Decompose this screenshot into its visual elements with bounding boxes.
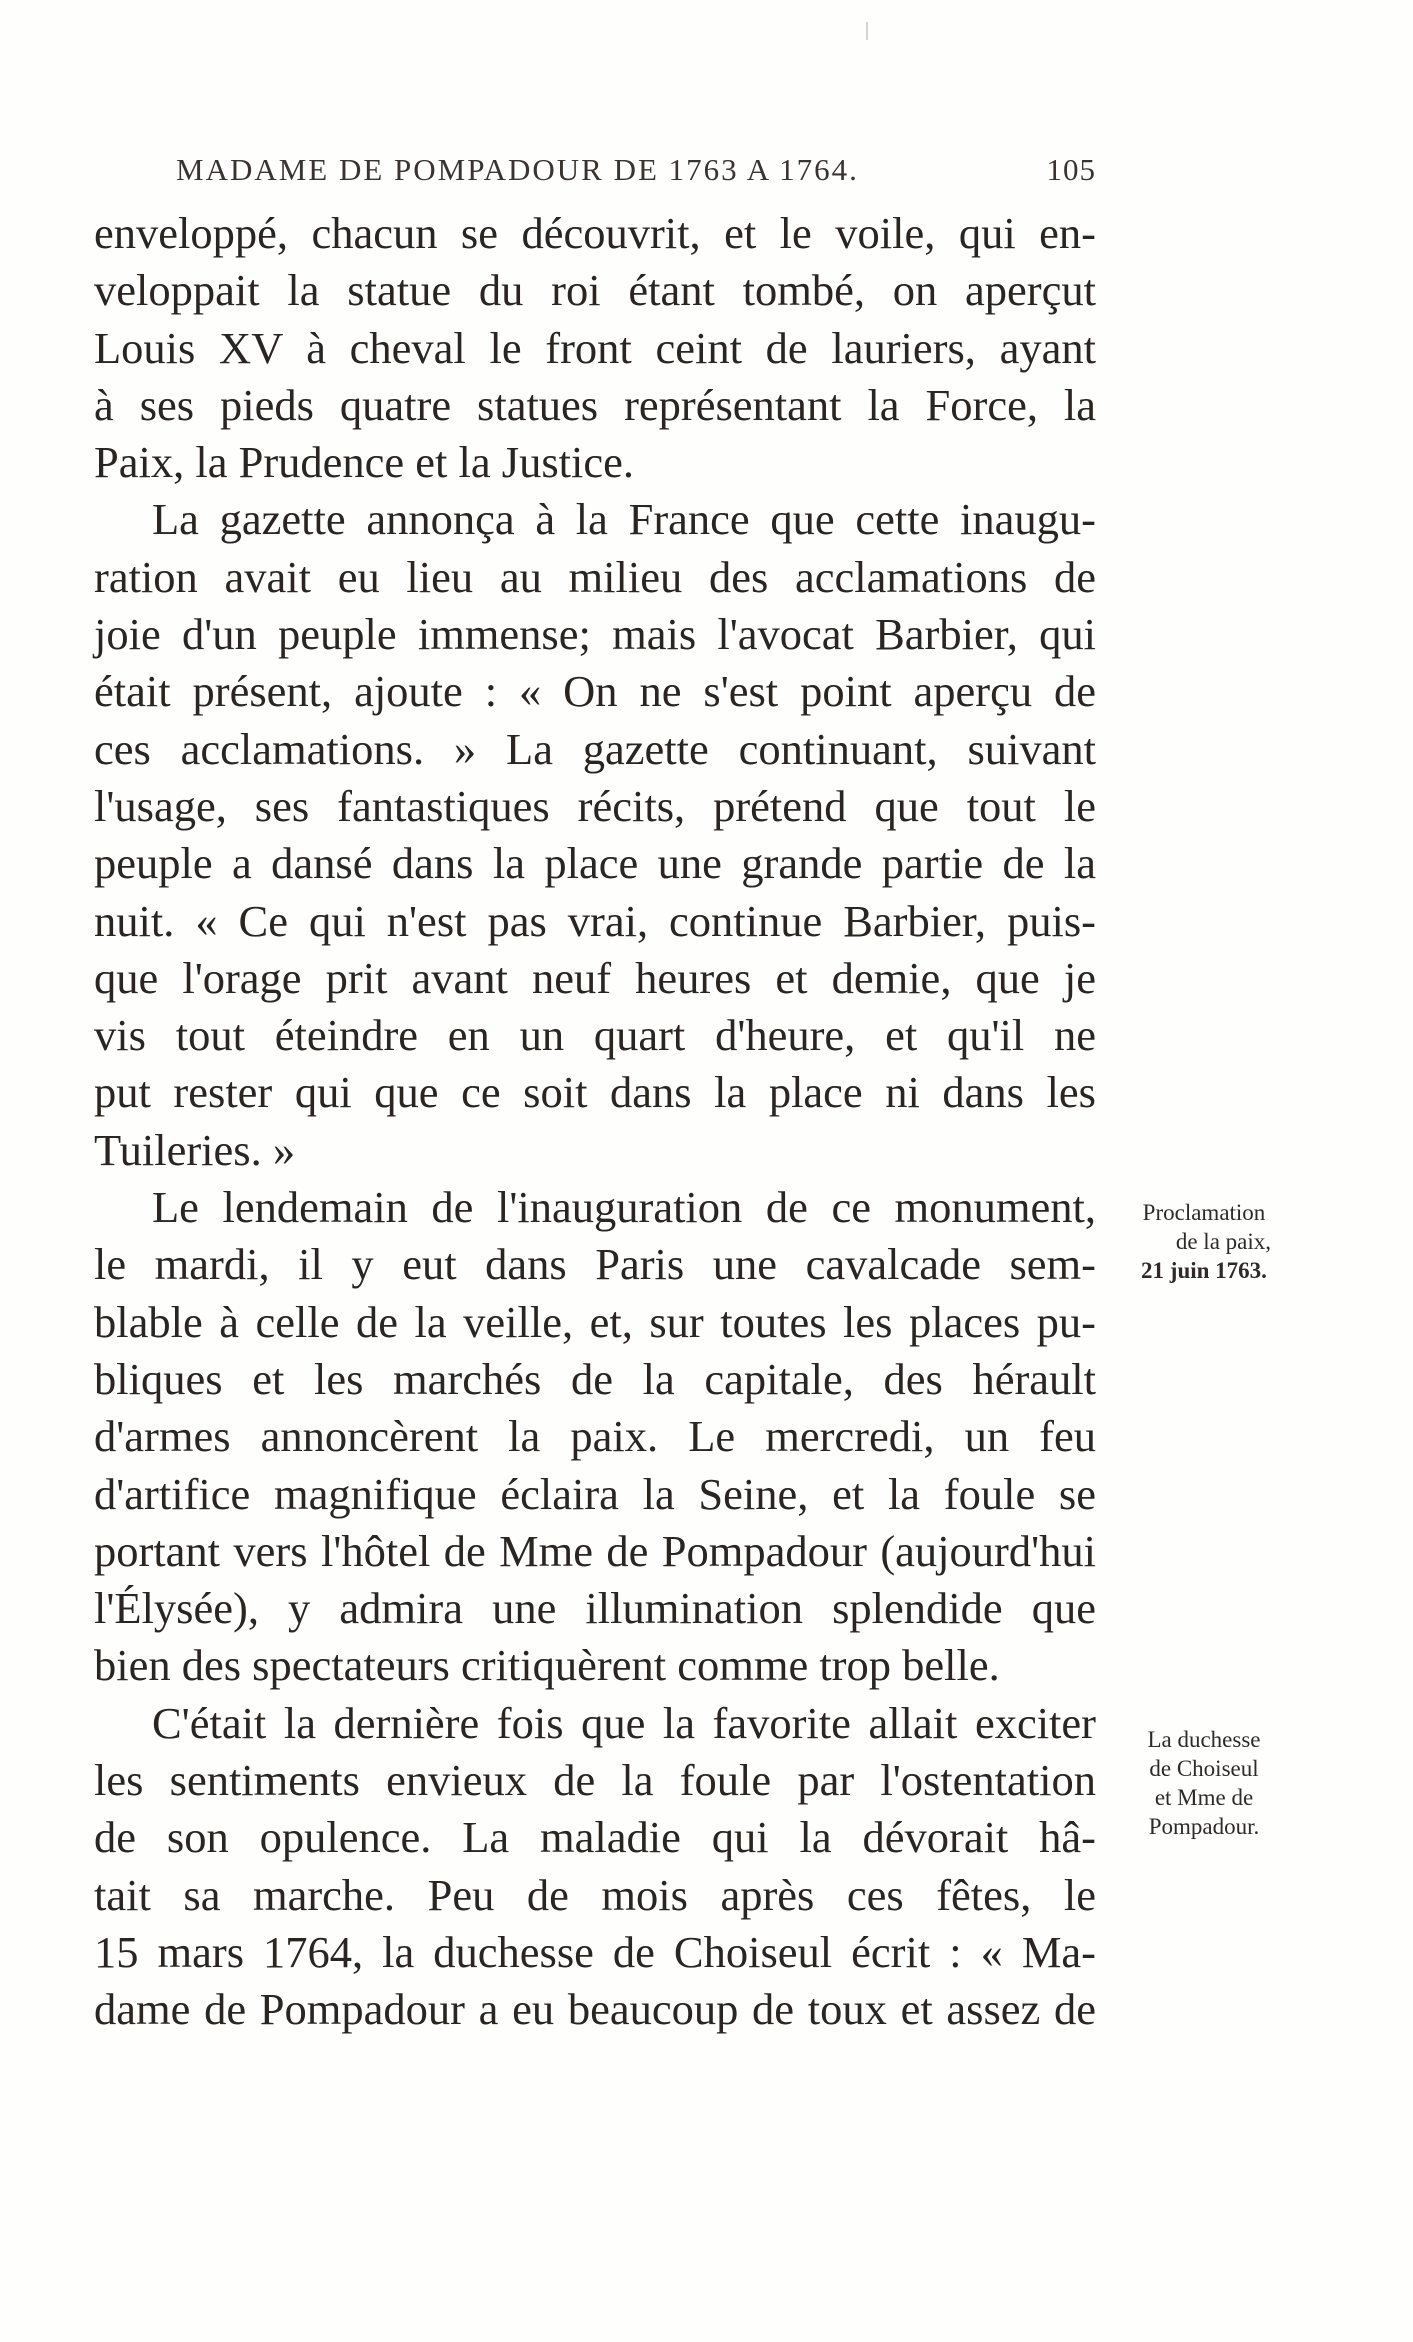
- text-line: de son opulence. La maladie qui la dévorait hâ-: [94, 1812, 1096, 1863]
- text-line: bien des spectateurs critiquèrent comme trop belle.: [94, 1640, 1000, 1691]
- margin-note-line: et Mme de: [1154, 1785, 1254, 1810]
- text-line: l'usage, ses fantastiques récits, prétend que tout le: [94, 780, 1096, 831]
- margin-note-line: La duchesse: [1147, 1727, 1261, 1752]
- text-line: le mardi, il y eut dans Paris une cavalcade sem-: [94, 1239, 1096, 1290]
- text-line: ration avait eu lieu au milieu des acclamations de: [94, 551, 1096, 602]
- text-line: était présent, ajoute : « On ne s'est point aperçu de: [94, 666, 1096, 717]
- margin-note-line: Proclamation: [1142, 1200, 1266, 1225]
- text-line: l'Élysée), y admira une illumination splendide que: [94, 1583, 1096, 1634]
- page-number: 105: [1046, 152, 1096, 187]
- text-line: joie d'un peuple immense; mais l'avocat Barbier, qui: [94, 609, 1096, 660]
- text-line: d'artifice magnifique éclaira la Seine, et la foule se: [94, 1468, 1096, 1519]
- text-line: dame de Pompadour a eu beaucoup de toux et assez de: [94, 1984, 1096, 2035]
- text-line: Louis XV à cheval le front ceint de lauriers, ayant: [94, 322, 1096, 373]
- text-line: La gazette annonça à la France que cette inaugu-: [152, 494, 1096, 545]
- text-line: les sentiments envieux de la foule par l'ostentation: [94, 1755, 1096, 1806]
- paper-speck: [866, 22, 868, 40]
- text-line: portant vers l'hôtel de Mme de Pompadour (aujourd'hui: [94, 1525, 1096, 1576]
- text-line: que l'orage prit avant neuf heures et demie, que je: [94, 952, 1096, 1003]
- text-line: peuple a dansé dans la place une grande partie de la: [94, 838, 1096, 889]
- running-title: MADAME DE POMPADOUR DE 1763 A 1764.: [176, 152, 859, 187]
- margin-note-line: Pompadour.: [1148, 1814, 1260, 1839]
- text-line: Le lendemain de l'inauguration de ce monument,: [152, 1182, 1096, 1233]
- margin-note-line: de la paix,: [1175, 1229, 1271, 1254]
- text-line: bliques et les marchés de la capitale, des hérault: [94, 1353, 1096, 1404]
- margin-note-line: de Choiseul: [1149, 1756, 1259, 1781]
- text-line: vis tout éteindre en un quart d'heure, et qu'il ne: [94, 1010, 1096, 1061]
- text-line: put rester qui que ce soit dans la place ni dans les: [94, 1067, 1096, 1118]
- margin-note-duchesse: [1119, 1725, 1289, 1841]
- margin-note-line: 21 juin 1763.: [1141, 1258, 1267, 1283]
- text-line: C'était la dernière fois que la favorite allait exciter: [152, 1697, 1096, 1748]
- text-line: 15 mars 1764, la duchesse de Choiseul écrit : « Ma-: [94, 1926, 1096, 1977]
- text-line: nuit. « Ce qui n'est pas vrai, continue Barbier, puis-: [94, 895, 1096, 946]
- text-line: veloppait la statue du roi étant tombé, on aperçut: [94, 265, 1096, 316]
- text-line: Tuileries. »: [94, 1124, 296, 1175]
- running-head: [176, 152, 1096, 192]
- text-line: à ses pieds quatre statues représentant la Force, la: [94, 379, 1096, 430]
- margin-note-proclamation: [1119, 1198, 1289, 1285]
- text-line: blable à celle de la veille, et, sur toutes les places pu-: [94, 1296, 1096, 1347]
- text-line: enveloppé, chacun se découvrit, et le voile, qui en-: [94, 208, 1096, 258]
- text-line: ces acclamations. » La gazette continuant, suivant: [94, 723, 1096, 774]
- text-line: Paix, la Prudence et la Justice.: [94, 437, 635, 488]
- body-text: [94, 205, 1096, 2039]
- text-line: d'armes annoncèrent la paix. Le mercredi, un feu: [94, 1411, 1096, 1462]
- text-line: tait sa marche. Peu de mois après ces fêtes, le: [94, 1869, 1096, 1920]
